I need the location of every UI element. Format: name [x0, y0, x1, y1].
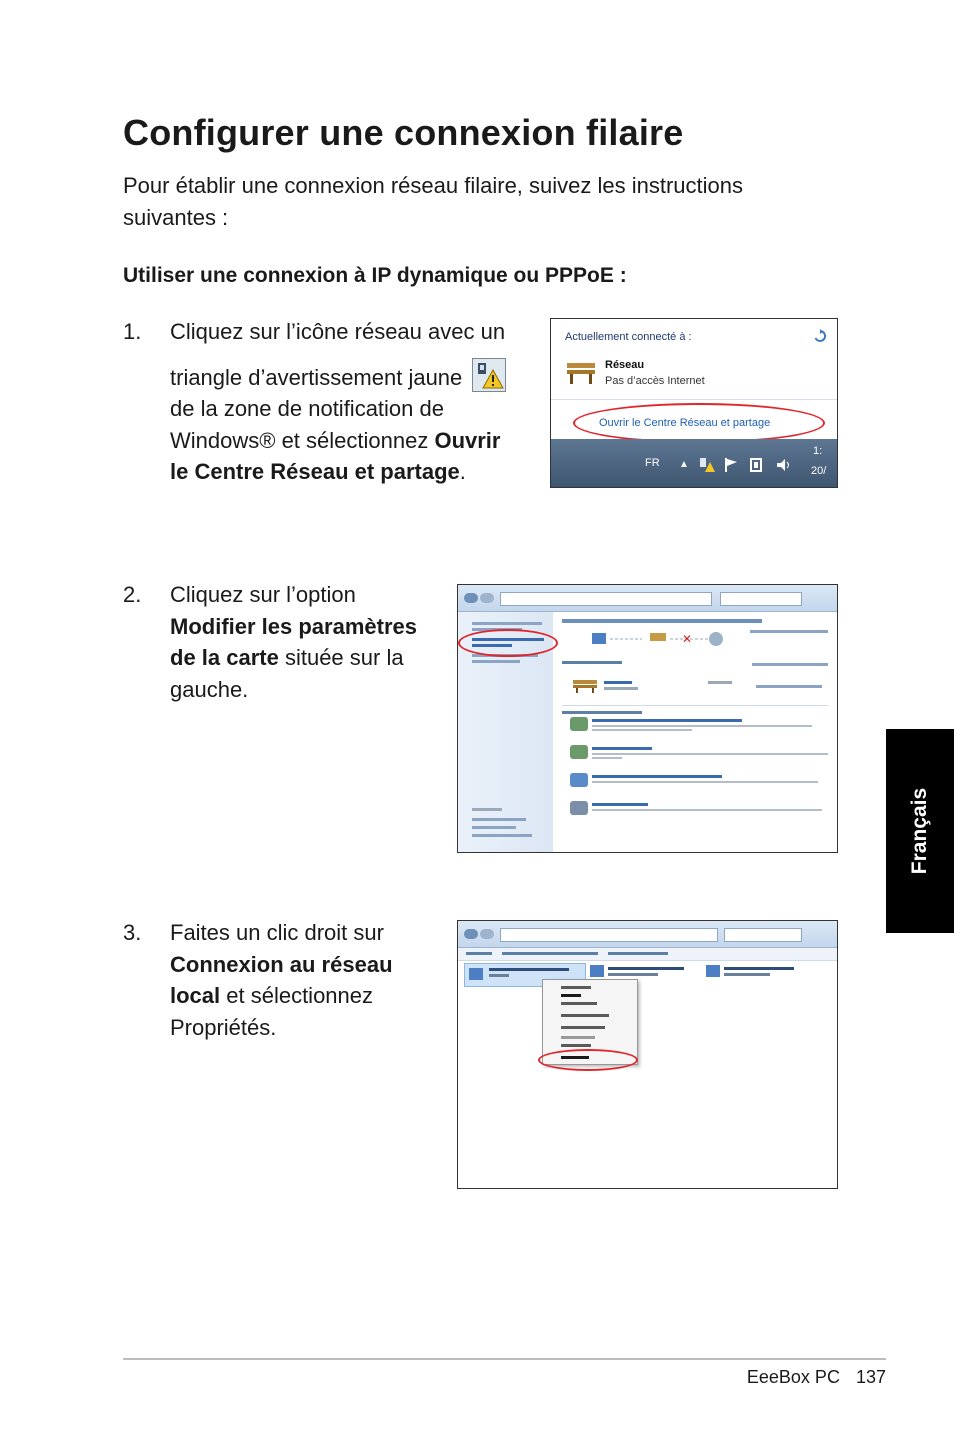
step-1 — [123, 316, 543, 486]
settings-item-link[interactable] — [592, 775, 722, 778]
network-warning-tray-icon[interactable] — [699, 457, 715, 473]
network-warning-icon — [472, 358, 506, 392]
step-1-bold: le Centre Réseau et partage — [170, 459, 460, 484]
svg-text:✕: ✕ — [682, 632, 693, 646]
back-icon[interactable] — [464, 593, 478, 603]
connection-name-bar — [489, 968, 569, 971]
network-map — [586, 629, 806, 653]
screenshot-network-connections — [457, 920, 838, 1189]
search-input[interactable] — [724, 928, 802, 942]
toolbar-item[interactable] — [502, 952, 598, 955]
connection-status-bar — [489, 974, 509, 977]
section-subheading: Utiliser une connexion à IP dynamique ou PPPoE : — [123, 264, 627, 287]
settings-item-desc — [592, 725, 812, 727]
step-2-line: gauche. — [170, 676, 249, 702]
menu-item[interactable] — [561, 1036, 595, 1039]
connection-name-bar[interactable] — [608, 967, 684, 970]
back-icon[interactable] — [464, 929, 478, 939]
settings-item-desc — [592, 781, 818, 783]
left-link[interactable] — [472, 660, 520, 663]
step-2-line-3 — [170, 642, 450, 674]
network-status: Pas d’accès Internet — [605, 375, 705, 387]
connection-link[interactable] — [756, 685, 822, 688]
settings-item-icon — [570, 773, 588, 787]
step-1-line: Windows® et sélectionnez — [170, 427, 435, 453]
screenshot-network-flyout — [550, 318, 838, 488]
connection-status-bar — [724, 973, 770, 976]
settings-item-desc — [592, 753, 828, 755]
menu-item[interactable] — [561, 1026, 605, 1029]
step-3-line: Propriétés. — [170, 1014, 277, 1040]
network-type-bar — [604, 687, 638, 690]
step-1-bold: Ouvrir — [434, 427, 501, 453]
breadcrumb[interactable] — [500, 928, 718, 942]
highlight-circle — [538, 1049, 638, 1071]
settings-item-desc — [592, 729, 692, 731]
step-1-line-5 — [170, 456, 550, 488]
step-2-line: située sur la — [278, 645, 404, 670]
settings-item-desc — [592, 809, 822, 811]
flag-icon[interactable] — [723, 457, 739, 473]
change-settings-label — [562, 711, 642, 714]
intro-paragraph: Pour établir une connexion réseau filaire, suivez les instructions suivantes : — [123, 173, 743, 230]
forward-icon[interactable] — [480, 593, 494, 603]
see-also-label — [472, 808, 502, 811]
taskbar — [551, 439, 837, 487]
language-indicator[interactable]: FR — [645, 457, 660, 469]
step-1-line: Cliquez sur l’icône réseau avec un — [170, 319, 506, 344]
step-1-period: . — [459, 459, 466, 484]
step-3-bold: Connexion au réseau — [170, 951, 393, 977]
access-type-bar — [708, 681, 732, 684]
flyout-divider — [551, 399, 837, 400]
flyout-header: Actuellement connecté à : — [565, 331, 692, 343]
step-3-line-3 — [170, 980, 450, 1012]
page-number: 137 — [855, 1367, 886, 1387]
step-number: 2. — [123, 582, 142, 607]
flyout-panel — [551, 319, 837, 439]
step-2-line: Cliquez sur l’option — [170, 582, 356, 607]
toolbar — [458, 948, 837, 961]
step-3-bold: local — [170, 983, 221, 1008]
divider — [562, 705, 828, 706]
connection-status-bar — [608, 973, 658, 976]
menu-item[interactable] — [561, 994, 581, 997]
settings-item-icon — [570, 745, 588, 759]
bench-icon — [572, 677, 600, 693]
connection-icon — [469, 968, 483, 980]
bench-icon — [565, 357, 597, 385]
connect-disconnect-link[interactable] — [752, 663, 828, 666]
toolbar-item[interactable] — [466, 952, 492, 955]
step-3-line: et sélectionnez — [220, 983, 374, 1008]
step-3 — [123, 917, 453, 1047]
main-heading — [562, 619, 762, 623]
language-tab-label: Français — [908, 787, 931, 875]
menu-item[interactable] — [561, 1002, 597, 1005]
step-1-line: de la zone de notification de — [170, 396, 444, 421]
clock-time: 1: — [813, 445, 823, 457]
connection-icon[interactable] — [590, 965, 604, 977]
highlight-circle — [573, 403, 825, 443]
step-number: 1. — [123, 319, 142, 344]
settings-item-icon — [570, 717, 588, 731]
breadcrumb[interactable] — [500, 592, 712, 606]
menu-item[interactable] — [561, 1014, 609, 1017]
left-link[interactable] — [472, 622, 542, 625]
step-2-bold: Modifier les paramètres — [170, 613, 417, 639]
search-input[interactable] — [720, 592, 802, 606]
step-2 — [123, 579, 453, 709]
step-3-line: Faites un clic droit sur — [170, 920, 384, 945]
menu-item[interactable] — [561, 1044, 591, 1047]
connection-icon[interactable] — [706, 965, 720, 977]
speaker-icon[interactable] — [775, 457, 791, 473]
address-bar — [458, 921, 837, 948]
menu-item[interactable] — [561, 986, 591, 989]
open-network-center-link[interactable]: Ouvrir le Centre Réseau et partage — [599, 417, 771, 429]
footer — [747, 1367, 886, 1388]
left-link[interactable] — [472, 818, 526, 821]
left-link[interactable] — [472, 834, 532, 837]
forward-icon[interactable] — [480, 929, 494, 939]
step-1-line-4 — [170, 425, 550, 457]
connection-name-bar[interactable] — [724, 967, 794, 970]
step-2-bold: de la carte — [170, 645, 279, 670]
network-name: Réseau — [605, 359, 645, 371]
settings-item-icon — [570, 801, 588, 815]
power-icon[interactable] — [749, 457, 765, 473]
toolbar-item[interactable] — [608, 952, 668, 955]
step-number: 3. — [123, 920, 142, 945]
refresh-icon[interactable] — [813, 329, 827, 343]
highlight-circle — [458, 629, 558, 657]
settings-item-link[interactable] — [592, 803, 648, 806]
step-1-line-2 — [170, 358, 550, 394]
footer-divider — [123, 1358, 886, 1360]
clock-date: 20/ — [811, 465, 827, 477]
step-1-line: triangle d’avertissement jaune — [170, 364, 463, 390]
settings-item-desc — [592, 757, 622, 759]
left-link[interactable] — [472, 826, 516, 829]
page-title: Configurer une connexion filaire — [123, 112, 684, 153]
language-tab — [886, 729, 954, 933]
settings-item-link[interactable] — [592, 719, 742, 722]
network-name-bar — [604, 681, 632, 684]
footer-product: EeeBox PC — [746, 1367, 840, 1387]
address-bar — [458, 585, 837, 612]
settings-item-link[interactable] — [592, 747, 652, 750]
chevron-up-icon[interactable]: ▲ — [679, 459, 689, 470]
screenshot-network-center — [457, 584, 838, 853]
view-active-label — [562, 661, 622, 664]
